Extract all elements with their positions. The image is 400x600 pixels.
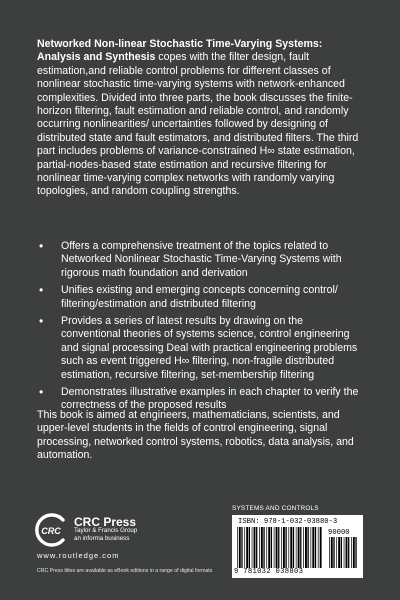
barcode-bar <box>268 527 270 568</box>
audience-paragraph: This book is aimed at engineers, mathematicians, scientists, and upper-level students in the fields of control engineering, signal processing, networked control systems, robotics, data analysis, and automation. <box>37 409 354 462</box>
barcode-bar <box>296 527 297 568</box>
barcode-bar <box>353 537 355 568</box>
ean-barcode-icon <box>236 527 324 568</box>
crc-logo-text: CRC <box>41 526 61 536</box>
barcode-bar <box>283 527 285 568</box>
barcode-bar <box>308 527 309 568</box>
barcode-bar <box>259 527 260 568</box>
barcode-bar <box>261 527 263 568</box>
barcode-bar <box>256 527 257 568</box>
feature-item: • Offers a comprehensive treatment of the topics related to Networked Nonlinear Stochastic Time-Varying Systems with rigorous math foundation and derivation <box>37 240 363 280</box>
feature-item: • Unifies existing and emerging concepts concerning control/ filtering/estimation and distributed filtering <box>37 284 363 311</box>
barcode-bar <box>344 537 345 568</box>
barcode-bar <box>320 527 322 568</box>
barcode-bar <box>237 527 238 568</box>
barcode-bar <box>333 537 334 568</box>
barcode-bar <box>285 527 286 568</box>
barcode-bar <box>338 537 340 568</box>
barcode-bar <box>263 527 264 568</box>
barcode-bar <box>290 527 292 568</box>
barcode-panel <box>232 515 363 578</box>
barcode-bar <box>312 527 314 568</box>
barcode-bar <box>331 537 333 568</box>
barcode-bar <box>276 527 278 568</box>
crc-press-logo-icon <box>32 512 68 548</box>
publisher-url: www.routledge.com <box>37 551 120 560</box>
barcode-bar <box>348 537 349 568</box>
barcode-bar <box>305 527 307 568</box>
feature-list <box>37 240 363 417</box>
barcode-bar <box>300 527 301 568</box>
blurb-intro: copes with the filter design, fault estimation,and reliable control problems for different classes of nonlinear stochastic time-varying systems with network-enhanced complexities. Divided into three parts, the book discusses the finite-horizon filtering, fault estimation and reliable control, and randomly occurring nonlinearities/ uncertainties followed by designing of distributed state and fault estimators, and distributed filters. The third part includes problems of variance-constrained H∞ state estimation, partial-nodes-based state estimation and recursive filtering for nonlinear time-varying complex networks with randomly varying topologies, and random coupling strengths. <box>37 51 359 198</box>
barcode-bar <box>252 527 253 568</box>
book-title: Networked Non-linear Stochastic Time-Varying Systems: Analysis and Synthesis <box>37 38 323 64</box>
barcode-bar <box>293 527 294 568</box>
feature-item: • Provides a series of latest results by drawing on the conventional theories of systems science, control engineering and signal processing Deal with practical engineering problems such as event triggered H∞ filtering, non-fragile distributed estimation, recursive filtering, set-membership filtering <box>37 315 363 382</box>
barcode-bar <box>346 537 348 568</box>
ebook-note: CRC Press titles are available as eBook editions in a range of digital formats <box>37 568 213 574</box>
barcode-bar <box>281 527 282 568</box>
barcode-bar <box>254 527 256 568</box>
barcode-bar <box>336 537 337 568</box>
barcode-bar <box>311 527 312 568</box>
barcode-bar <box>355 537 356 568</box>
barcode-bar <box>241 527 242 568</box>
publisher-block <box>74 517 137 543</box>
barcode-bar <box>274 527 275 568</box>
barcode-bar <box>278 527 279 568</box>
series-name: SYSTEMS AND CONTROLS <box>232 505 319 512</box>
price-addon-barcode-icon <box>328 537 359 568</box>
feature-item: • Demonstrates illustrative examples in each chapter to verify the correctness of the proposed results <box>37 386 363 413</box>
barcode-bar <box>271 527 272 568</box>
barcode-bar <box>351 537 352 568</box>
price-code: 90000 <box>328 529 350 537</box>
barcode-bar <box>239 527 241 568</box>
publisher-group: Taylor & Francis Group <box>74 527 138 534</box>
barcode-bar <box>341 537 342 568</box>
barcode-bar <box>318 527 319 568</box>
barcode-bar <box>244 527 245 568</box>
barcode-bar <box>303 527 304 568</box>
barcode-bar <box>298 527 300 568</box>
barcode-bar <box>249 527 250 568</box>
isbn-text: ISBN: 978-1-032-03880-3 <box>238 518 338 526</box>
barcode-bar <box>266 527 267 568</box>
ean-digits: 9 781032 038803 <box>234 568 304 576</box>
barcode-bar <box>315 527 316 568</box>
publisher-name: CRC Press <box>74 515 137 529</box>
barcode-bar <box>246 527 248 568</box>
back-cover-blurb <box>37 38 363 199</box>
publisher-informa: an informa business <box>74 535 130 542</box>
barcode-bar <box>329 537 330 568</box>
barcode-bar <box>288 527 289 568</box>
